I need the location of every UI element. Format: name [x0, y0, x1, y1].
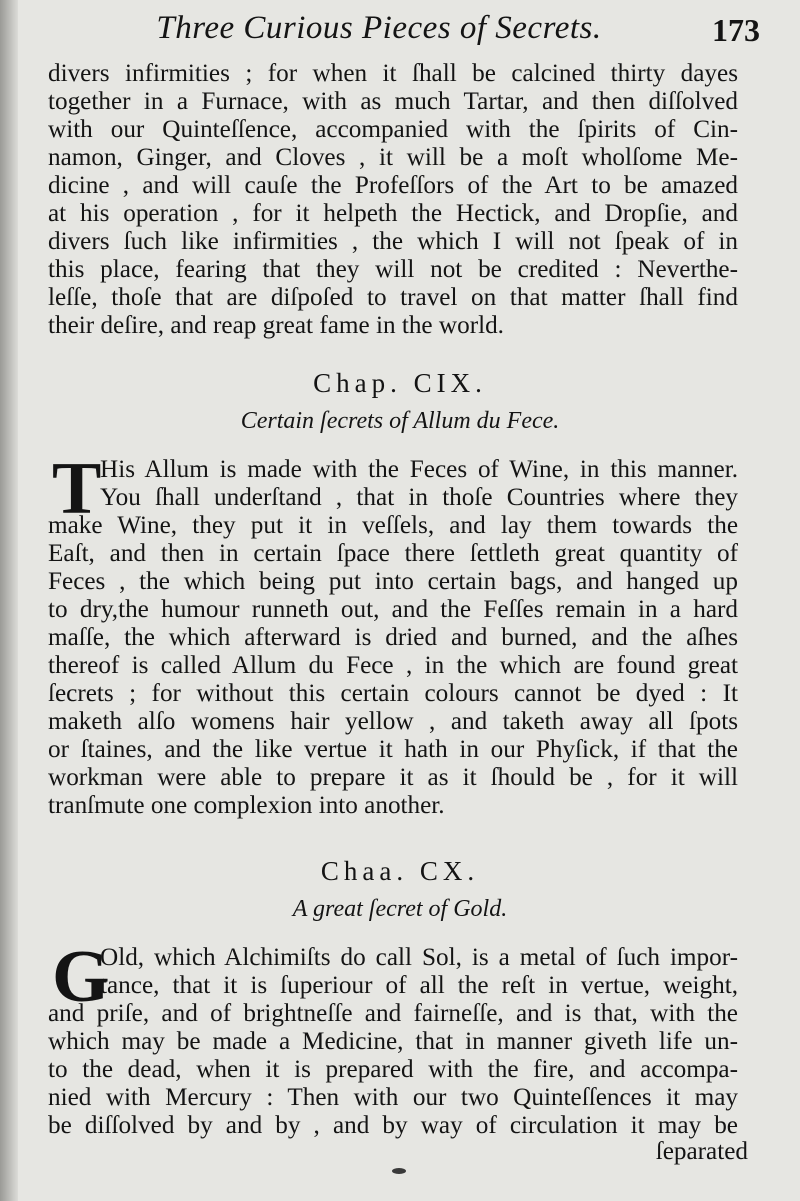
text-line: Eaſt, and then in certain ſpace there ſettleth great quantity of: [48, 540, 738, 567]
text-line: to the dead, when it is prepared with the fire, and accompa-: [48, 1056, 738, 1083]
text-line: tranſmute one complexion into another.: [48, 792, 445, 819]
page-number: 173: [712, 12, 760, 48]
text-line: nied with Mercury : Then with our two Quinteſſences it may: [48, 1084, 738, 1111]
chapter-heading: Chaa. CX.: [320, 856, 480, 886]
text-line: thereof is called Allum du Fece , in the which are found great: [48, 652, 738, 679]
text-line: workman were able to prepare it as it ſhould be , for it will: [48, 764, 738, 791]
text-line: or ſtaines, and the like vertue it hath in our Phyſick, if that the: [48, 736, 738, 763]
text-line: divers ſuch like infirmities , the which I will not ſpeak of in: [48, 228, 738, 255]
text-line: Old, which Alchimiſts do call Sol, is a metal of ſuch impor-: [100, 944, 738, 971]
text-line: be diſſolved by and by , and by way of circulation it may be: [48, 1112, 738, 1139]
text-line: Feces , the which being put into certain bags, and hanged up: [48, 568, 738, 595]
chapter-subtitle: A great ſecret of Gold.: [292, 896, 508, 922]
text-line: and priſe, and of brightneſſe and fairneſſe, and is that, with the: [48, 1000, 738, 1027]
text-line: together in a Furnace, with as much Tartar, and then diſſolved: [48, 88, 738, 115]
text-line: maſſe, the which afterward is dried and burned, and the aſhes: [48, 624, 738, 651]
text-line: to dry,the humour runneth out, and the Feſſes remain in a hard: [48, 596, 738, 623]
text-line: namon, Ginger, and Cloves , it will be a moſt wholſome Me-: [48, 144, 738, 171]
text-line: ſecrets ; for without this certain colours cannot be dyed : It: [48, 680, 738, 707]
text-line: You ſhall underſtand , that in thoſe Countries where they: [100, 484, 738, 511]
drop-cap: G: [52, 936, 110, 1018]
text-line: with our Quinteſſence, accompanied with the ſpirits of Cin-: [48, 116, 738, 143]
text-line: which may be made a Medicine, that in manner giveth life un-: [48, 1028, 738, 1055]
page-header: [40, 8, 760, 54]
catchword: ſeparated: [655, 1138, 748, 1165]
drop-cap: T: [52, 448, 102, 530]
text-line: maketh alſo womens hair yellow , and taketh away all ſpots: [48, 708, 738, 735]
running-title: Three Curious Pieces of Secrets.: [156, 10, 602, 46]
text-line: His Allum is made with the Feces of Wine, in this manner.: [100, 456, 738, 483]
text-line: divers infirmities ; for when it ſhall be calcined thirty dayes: [48, 60, 738, 87]
page-gutter-shadow: [0, 0, 18, 1201]
text-line: at his operation , for it helpeth the Hectick, and Dropſie, and: [48, 200, 738, 227]
text-line: this place, fearing that they will not be credited : Neverthe-: [48, 256, 738, 283]
text-line: their deſire, and reap great fame in the world.: [48, 312, 504, 339]
chapter-subtitle: Certain ſecrets of Allum du Fece.: [240, 408, 560, 434]
ink-spot: [392, 1168, 406, 1174]
chapter-heading: Chap. CIX.: [313, 368, 487, 398]
text-line: dicine , and will cauſe the Profeſſors of the Art to be amazed: [48, 172, 738, 199]
text-line: make Wine, they put it in veſſels, and lay them towards the: [48, 512, 738, 539]
text-line: tance, that it is ſuperiour of all the reſt in vertue, weight,: [100, 972, 738, 999]
text-line: leſſe, thoſe that are diſpoſed to travel on that matter ſhall find: [48, 284, 738, 311]
